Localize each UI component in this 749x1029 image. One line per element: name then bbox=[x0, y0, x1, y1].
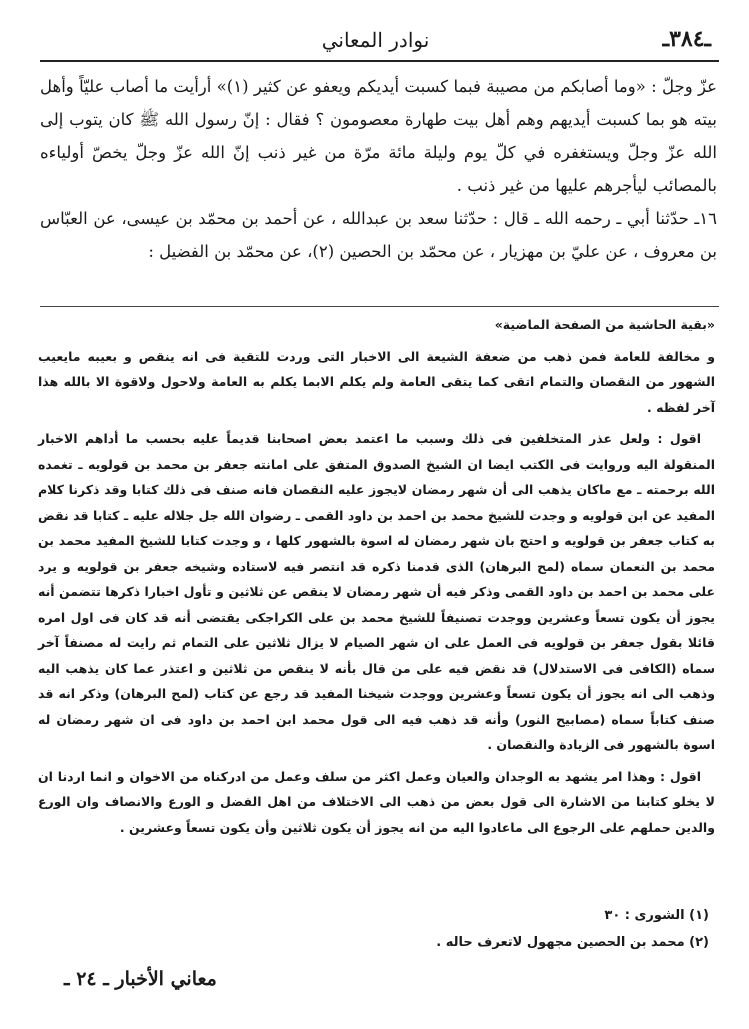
commentary bbox=[38, 312, 715, 846]
footnotes bbox=[300, 902, 709, 956]
running-footer: معاني الأخبار ـ ٢٤ ـ bbox=[64, 968, 217, 990]
commentary-paragraph: و مخالفة للعامة فمن ذهب من ضعفة الشيعة الى الاخبار التى وردت للتقية فى انه ينقص و بعيبه مايعيب الشهور من النقصان والتمام اتقى كما يتقى العامة ولم يكلم الابما يكلم به العامة ولاحول ولاقوة الا بالله هذا آخر لفظه . bbox=[38, 348, 715, 415]
page-number: ـ٣٨٤ـ bbox=[662, 26, 711, 52]
footnote: (١) الشورى : ٣٠ bbox=[604, 908, 709, 923]
commentary-divider bbox=[40, 306, 719, 307]
main-text bbox=[40, 70, 717, 268]
footnote: (٢) محمد بن الحصين مجهول لاتعرف حاله . bbox=[436, 935, 709, 950]
main-paragraph: عزّ وجلّ : «وما أصابكم من مصيبة فبما كسبت أيديكم ويعفو عن كثير (١)» أرأيت ما أصاب عليّاً وأهل بيته هو بما كسبت أيديهم وهم أهل بيت طهارة معصومون ؟ فقال : إنّ رسول الله ﷺ كان يتوب إلى الله عزّ وجلّ ويستغفره في كلّ يوم وليلة مائة مرّة من غير ذنب إنّ الله عزّ وجلّ يخصّ أولياءه بالمصائب ليأجرهم عليها من غير ذنب . bbox=[40, 77, 717, 195]
book-title: نوادر المعاني bbox=[321, 28, 430, 52]
header-divider bbox=[40, 60, 719, 62]
hadith-chain: ١٦ـ حدّثنا أبي ـ رحمه الله ـ قال : حدّثنا سعد بن عبدالله ، عن أحمد بن محمّد بن عيسى، عن العبّاس بن معروف ، عن عليّ بن مهزيار ، عن محمّد بن الحصين (٢)، عن محمّد بن الفضيل : bbox=[40, 209, 717, 261]
commentary-paragraph: اقول : وهذا امر يشهد به الوجدان والعيان وعمل اكثر من سلف وعمل من ادركناه من الاخوان و انما اردنا ان لا يخلو كتابنا من الاشارة الى قول بعض من ذهب الى الاختلاف من اهل الفضل و الورع والانصاف وان الورع والدين حملهم على الرجوع الى ماعادوا اليه من انه يجوز أن يكون ثلاثين وأن يكون تسعاً وعشرين . bbox=[38, 768, 715, 835]
commentary-heading: «بقية الحاشية من الصفحة الماضية» bbox=[494, 317, 715, 332]
page-header bbox=[40, 26, 711, 56]
commentary-paragraph: اقول : ولعل عذر المتخلفين فى ذلك وسبب ما اعتمد بعض اصحابنا قديماً عليه بحسب ما أداهم الاخبار المنقولة اليه وروايت فى الكتب ايضا ان الشيخ الصدوق المتفق على امانته جعفر بن محمد بن قولويه ـ تغمده الله برحمته ـ مع ماكان يذهب الى أن شهر رمضان لايجوز عليه النقصان فانه صنف فى ذلك كتابا وقد ذكرنا كلام المفيد عن ابن قولويه و وجدت للشيخ محمد بن احمد بن داود القمى ـ رضوان الله جل جلاله عليه ـ كتابا قد نقض به كتاب جعفر بن قولويه و احتج بان شهر رمضان له اسوة بالشهور كلها ، و وجدت كتابا للشيخ المفيد محمد بن محمد بن النعمان سماه (لمح البرهان) الذى قدمنا ذكره قد انتصر فيه لاستاده وشيخه جعفر بن قولويه و يرد على محمد بن احمد بن داود القمى وذكر فيه أن شهر رمضان لا ينقص عن ثلاثين و تأول اخبارا ذكرها تتضمن أنه يجوز أن يكون تسعاً وعشرين ووجدت تصنيفاً للشيخ محمد بن على الكراجكى يقتضى أنه قد كان فى اول امره قائلا بقول جعفر بن قولويه فى العمل على ان شهر الصيام لا يزال ثلاثين على التمام ثم رايت له مصنفاً آخر سماه (الكافى فى الاستدلال) قد نقض فيه على من قال بأنه لا ينقص من ثلاثين و اعتذر عما كان يذهب اليه وذهب الى انه يجوز أن يكون تسعاً وعشرين ووجدت شيخنا المفيد قد رجع عن كتاب (لمح البرهان) وذكر انه قد صنف كتاباً سماه (مصابيح النور) وأنه قد ذهب فيه الى قول محمد ابن احمد بن داود فى ان شهر رمضان له اسوة بالشهور فى الزيادة والنقصان . bbox=[38, 431, 715, 752]
